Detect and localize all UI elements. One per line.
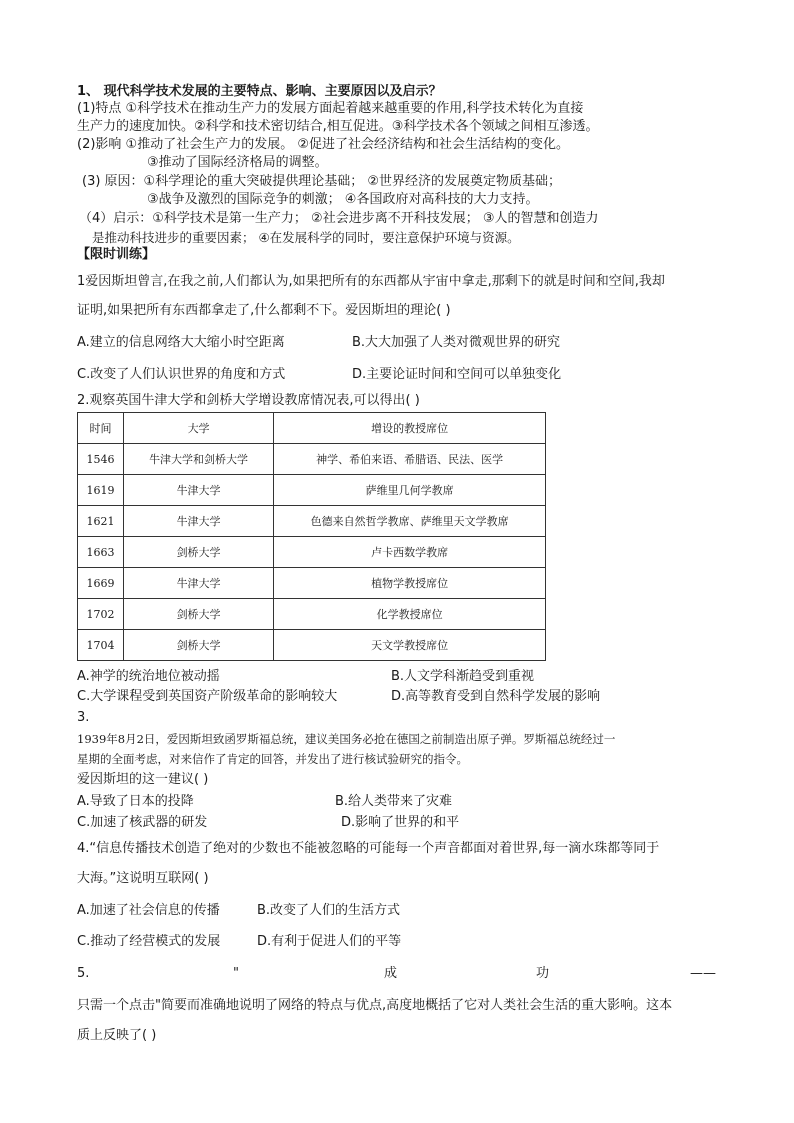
q5-dash: —— (690, 966, 716, 981)
summary-q1-title: 1、 现代科学技术发展的主要特点、影响、主要原因以及启示？ (77, 84, 442, 99)
q1-option-a: A.建立的信息网络大大缩小时空距离 (77, 335, 285, 350)
cell-year: 1704 (78, 630, 124, 661)
cell-chairs: 萨维里几何学教席 (274, 475, 546, 506)
header-chairs: 增设的教授席位 (274, 413, 546, 444)
q4-stem-line-1: 4.“信息传播技术创造了绝对的少数也不能被忽略的可能每一个声音都面对着世界,每一滴水珠都等同于 (77, 841, 660, 856)
cell-university: 牛津大学 (123, 475, 273, 506)
cell-university: 剑桥大学 (123, 630, 273, 661)
cause-line-2: ③战争及激烈的国际竞争的刺激； ④各国政府对高科技的大力支持。 (147, 192, 539, 207)
header-time: 时间 (78, 413, 124, 444)
q3-option-d: D.影响了世界的和平 (341, 815, 460, 830)
q2-stem: 2.观察英国牛津大学和剑桥大学增设教席情况表,可以得出( ) (77, 393, 420, 408)
q5-quote-open: " (233, 966, 239, 981)
table-row (78, 537, 546, 568)
q2-option-d: D.高等教育受到自然科学发展的影响 (391, 689, 601, 704)
table-row (78, 599, 546, 630)
traits-line-2: 生产力的速度加快。②科学和技术密切结合,相互促进。③科学技术各个领域之间相互渗透。 (77, 119, 599, 134)
q1-option-d: D.主要论证时间和空间可以单独变化 (352, 367, 562, 382)
cell-university: 剑桥大学 (123, 599, 273, 630)
q3-option-c: C.加速了核武器的研发 (77, 815, 208, 830)
q2-option-a: A.神学的统治地位被动摇 (77, 669, 220, 684)
q3-option-a: A.导致了日本的投降 (77, 794, 194, 809)
q4-option-a: A.加速了社会信息的传播 (77, 903, 220, 918)
q5-number: 5. (77, 966, 90, 981)
table-row (78, 630, 546, 661)
q4-option-c: C.推动了经营模式的发展 (77, 934, 221, 949)
table-row (78, 506, 546, 537)
cell-year: 1663 (78, 537, 124, 568)
table-row (78, 475, 546, 506)
q1-stem-line-2: 证明,如果把所有东西都拿走了,什么都剩不下。爱因斯坦的理论( ) (77, 303, 451, 318)
q4-stem-line-2: 大海。”这说明互联网( ) (77, 871, 209, 886)
section-title: 【限时训练】 (77, 247, 156, 262)
q4-option-d: D.有利于促进人们的平等 (257, 934, 402, 949)
cell-chairs: 天文学教授席位 (274, 630, 546, 661)
cell-university: 剑桥大学 (123, 537, 273, 568)
cell-chairs: 卢卡西数学教席 (274, 537, 546, 568)
table-row (78, 568, 546, 599)
q3-material-line-2: 星期的全面考虑，对来信作了肯定的回答，并发出了进行核试验研究的指令。 (77, 752, 468, 766)
cell-year: 1546 (78, 444, 124, 475)
cell-university: 牛津大学 (123, 506, 273, 537)
q5-word-1: 成 (384, 966, 398, 981)
traits-line-1: (1)特点 ①科学技术在推动生产力的发展方面起着越来越重要的作用,科学技术转化为直接 (77, 101, 584, 116)
q5-stem-line-3: 质上反映了( ) (77, 1028, 157, 1043)
cell-university: 牛津大学和剑桥大学 (123, 444, 273, 475)
q1-option-c: C.改变了人们认识世界的角度和方式 (77, 367, 286, 382)
cell-university: 牛津大学 (123, 568, 273, 599)
table-header-row (78, 413, 546, 444)
q3-option-b: B.给人类带来了灾难 (335, 794, 453, 809)
cause-line-1: (3) 原因：①科学理论的重大突破提供理论基础； ②世界经济的发展奠定物质基础； (82, 174, 561, 189)
q5-stem-line-2: 只需一个点击"简要而准确地说明了网络的特点与优点,高度地概括了它对人类社会生活的重大影响。这本 (77, 998, 673, 1013)
cell-chairs: 神学、希伯来语、希腊语、民法、医学 (274, 444, 546, 475)
header-university: 大学 (123, 413, 273, 444)
q2-option-b: B.人文学科渐趋受到重视 (391, 669, 535, 684)
cell-year: 1669 (78, 568, 124, 599)
q3-stem: 爱因斯坦的这一建议( ) (77, 772, 209, 787)
q2-option-c: C.大学课程受到英国资产阶级革命的影响较大 (77, 689, 338, 704)
cell-chairs: 化学教授席位 (274, 599, 546, 630)
professorship-table (77, 412, 546, 661)
cell-chairs: 植物学教授席位 (274, 568, 546, 599)
cell-year: 1619 (78, 475, 124, 506)
q5-word-2: 功 (536, 966, 550, 981)
cell-year: 1702 (78, 599, 124, 630)
q4-option-b: B.改变了人们的生活方式 (257, 903, 401, 918)
impact-line-1: (2)影响 ①推动了社会生产力的发展。 ②促进了社会经济结构和社会生活结构的变化。 (77, 137, 569, 152)
q1-stem-line-1: 1爱因斯坦曾言,在我之前,人们都认为,如果把所有的东西都从宇宙中拿走,那剩下的就是时间和空间,我却 (77, 274, 665, 289)
cell-chairs: 色德来自然哲学教席、萨维里天文学教席 (274, 506, 546, 537)
cell-year: 1621 (78, 506, 124, 537)
q3-number: 3. (77, 710, 90, 725)
insight-line-2: 是推动科技进步的重要因素； ④在发展科学的同时，要注意保护环境与资源。 (92, 230, 520, 245)
q1-option-b: B.大大加强了人类对微观世界的研究 (352, 335, 561, 350)
impact-line-2: ③推动了国际经济格局的调整。 (147, 155, 328, 170)
q3-material-line-1: 1939年8月2日，爱因斯坦致函罗斯福总统，建议美国务必抢在德国之前制造出原子弹。罗斯福总统经过一 (77, 732, 616, 746)
insight-line-1: （4）启示：①科学技术是第一生产力； ②社会进步离不开科技发展； ③人的智慧和创造力 (79, 211, 599, 226)
table-row (78, 444, 546, 475)
